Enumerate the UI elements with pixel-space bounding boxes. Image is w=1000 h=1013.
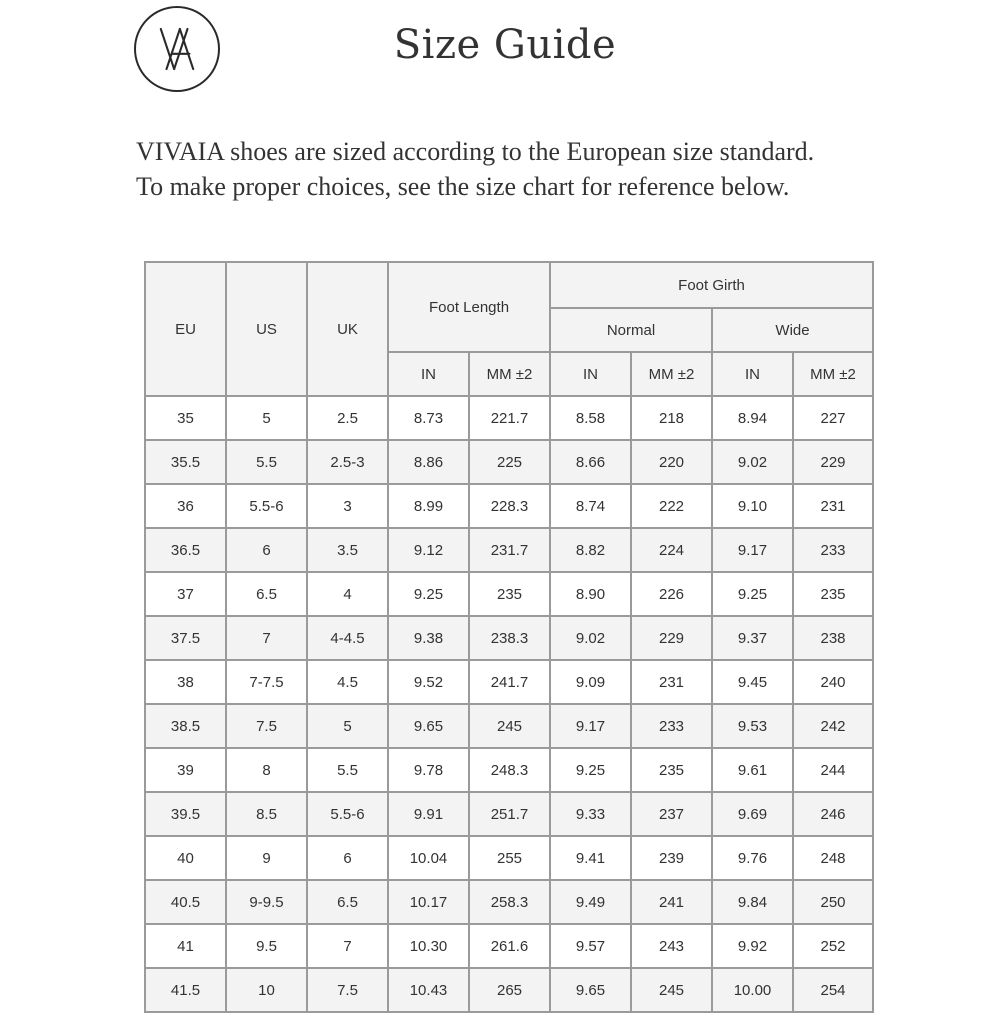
cell-us: 9.5	[226, 924, 307, 968]
table-row	[145, 616, 873, 660]
cell-wide-mm: 252	[793, 924, 873, 968]
cell-us: 5	[226, 396, 307, 440]
cell-length-mm: 225	[469, 440, 550, 484]
cell-length-in: 9.52	[388, 660, 469, 704]
cell-wide-mm: 231	[793, 484, 873, 528]
cell-us: 7	[226, 616, 307, 660]
cell-normal-in: 9.17	[550, 704, 631, 748]
header-us: US	[226, 262, 307, 396]
cell-normal-mm: 222	[631, 484, 712, 528]
cell-normal-mm: 231	[631, 660, 712, 704]
header-normal: Normal	[550, 308, 712, 352]
cell-wide-mm: 244	[793, 748, 873, 792]
cell-eu: 40.5	[145, 880, 226, 924]
cell-uk: 5.5-6	[307, 792, 388, 836]
cell-uk: 5.5	[307, 748, 388, 792]
header-foot-girth: Foot Girth	[550, 262, 873, 308]
table-row	[145, 528, 873, 572]
cell-eu: 36.5	[145, 528, 226, 572]
cell-us: 9-9.5	[226, 880, 307, 924]
cell-eu: 41	[145, 924, 226, 968]
cell-eu: 38.5	[145, 704, 226, 748]
cell-wide-mm: 242	[793, 704, 873, 748]
cell-length-mm: 228.3	[469, 484, 550, 528]
intro-text	[136, 134, 936, 204]
cell-normal-in: 9.25	[550, 748, 631, 792]
cell-uk: 7.5	[307, 968, 388, 1012]
cell-eu: 37	[145, 572, 226, 616]
cell-eu: 38	[145, 660, 226, 704]
cell-wide-in: 9.02	[712, 440, 793, 484]
cell-length-mm: 255	[469, 836, 550, 880]
cell-normal-in: 9.65	[550, 968, 631, 1012]
cell-eu: 41.5	[145, 968, 226, 1012]
cell-normal-mm: 229	[631, 616, 712, 660]
cell-length-in: 8.86	[388, 440, 469, 484]
header-foot-length: Foot Length	[388, 262, 550, 352]
cell-length-in: 10.04	[388, 836, 469, 880]
cell-normal-in: 9.41	[550, 836, 631, 880]
cell-eu: 39	[145, 748, 226, 792]
cell-normal-mm: 245	[631, 968, 712, 1012]
header-uk: UK	[307, 262, 388, 396]
cell-length-in: 9.91	[388, 792, 469, 836]
size-chart-table	[144, 261, 874, 1013]
cell-normal-in: 9.02	[550, 616, 631, 660]
cell-wide-mm: 238	[793, 616, 873, 660]
table-row	[145, 792, 873, 836]
cell-wide-in: 9.69	[712, 792, 793, 836]
cell-us: 6	[226, 528, 307, 572]
cell-wide-in: 9.10	[712, 484, 793, 528]
cell-normal-mm: 239	[631, 836, 712, 880]
header-length-mm: MM ±2	[469, 352, 550, 396]
cell-length-in: 9.12	[388, 528, 469, 572]
cell-uk: 2.5	[307, 396, 388, 440]
cell-uk: 3	[307, 484, 388, 528]
cell-length-in: 10.43	[388, 968, 469, 1012]
cell-wide-in: 9.84	[712, 880, 793, 924]
cell-eu: 39.5	[145, 792, 226, 836]
cell-length-mm: 251.7	[469, 792, 550, 836]
cell-length-mm: 231.7	[469, 528, 550, 572]
cell-length-mm: 245	[469, 704, 550, 748]
size-chart-body	[145, 396, 873, 1012]
cell-uk: 3.5	[307, 528, 388, 572]
cell-normal-mm: 237	[631, 792, 712, 836]
cell-normal-mm: 235	[631, 748, 712, 792]
cell-length-mm: 241.7	[469, 660, 550, 704]
cell-uk: 4	[307, 572, 388, 616]
header-length-in: IN	[388, 352, 469, 396]
page-title: Size Guide	[393, 22, 617, 68]
cell-wide-in: 8.94	[712, 396, 793, 440]
cell-normal-mm: 218	[631, 396, 712, 440]
cell-wide-in: 9.92	[712, 924, 793, 968]
table-row	[145, 836, 873, 880]
cell-normal-in: 8.90	[550, 572, 631, 616]
cell-normal-in: 9.33	[550, 792, 631, 836]
cell-uk: 6.5	[307, 880, 388, 924]
cell-wide-mm: 227	[793, 396, 873, 440]
cell-wide-mm: 246	[793, 792, 873, 836]
cell-eu: 35	[145, 396, 226, 440]
cell-us: 6.5	[226, 572, 307, 616]
header-normal-in: IN	[550, 352, 631, 396]
table-row	[145, 968, 873, 1012]
cell-wide-mm: 250	[793, 880, 873, 924]
cell-length-mm: 265	[469, 968, 550, 1012]
cell-normal-in: 8.82	[550, 528, 631, 572]
header-wide-mm: MM ±2	[793, 352, 873, 396]
header-wide: Wide	[712, 308, 873, 352]
cell-normal-in: 8.74	[550, 484, 631, 528]
cell-uk: 5	[307, 704, 388, 748]
cell-length-in: 9.65	[388, 704, 469, 748]
cell-length-in: 8.99	[388, 484, 469, 528]
cell-uk: 7	[307, 924, 388, 968]
cell-length-in: 10.30	[388, 924, 469, 968]
intro-line-2: To make proper choices, see the size chart for reference below.	[136, 172, 790, 201]
cell-wide-in: 9.37	[712, 616, 793, 660]
header-normal-mm: MM ±2	[631, 352, 712, 396]
cell-length-mm: 248.3	[469, 748, 550, 792]
cell-eu: 35.5	[145, 440, 226, 484]
cell-wide-in: 9.76	[712, 836, 793, 880]
table-row	[145, 440, 873, 484]
table-row	[145, 396, 873, 440]
cell-wide-in: 9.25	[712, 572, 793, 616]
cell-normal-mm: 241	[631, 880, 712, 924]
cell-length-mm: 235	[469, 572, 550, 616]
cell-normal-in: 9.09	[550, 660, 631, 704]
cell-wide-in: 9.61	[712, 748, 793, 792]
cell-length-mm: 258.3	[469, 880, 550, 924]
cell-us: 7.5	[226, 704, 307, 748]
cell-us: 8.5	[226, 792, 307, 836]
header-wide-in: IN	[712, 352, 793, 396]
cell-wide-in: 9.45	[712, 660, 793, 704]
cell-wide-mm: 235	[793, 572, 873, 616]
cell-eu: 40	[145, 836, 226, 880]
cell-length-mm: 221.7	[469, 396, 550, 440]
cell-eu: 37.5	[145, 616, 226, 660]
cell-length-in: 9.25	[388, 572, 469, 616]
cell-wide-in: 9.53	[712, 704, 793, 748]
cell-uk: 2.5-3	[307, 440, 388, 484]
header-eu: EU	[145, 262, 226, 396]
cell-wide-mm: 248	[793, 836, 873, 880]
cell-length-mm: 238.3	[469, 616, 550, 660]
cell-wide-mm: 254	[793, 968, 873, 1012]
cell-normal-in: 9.49	[550, 880, 631, 924]
cell-us: 5.5-6	[226, 484, 307, 528]
cell-us: 7-7.5	[226, 660, 307, 704]
cell-normal-mm: 243	[631, 924, 712, 968]
intro-line-1: VIVAIA shoes are sized according to the European size standard.	[136, 137, 815, 166]
cell-us: 10	[226, 968, 307, 1012]
cell-normal-in: 8.66	[550, 440, 631, 484]
cell-wide-in: 10.00	[712, 968, 793, 1012]
cell-normal-mm: 224	[631, 528, 712, 572]
table-row	[145, 924, 873, 968]
cell-us: 5.5	[226, 440, 307, 484]
cell-wide-mm: 229	[793, 440, 873, 484]
cell-length-in: 9.38	[388, 616, 469, 660]
cell-uk: 6	[307, 836, 388, 880]
cell-length-in: 9.78	[388, 748, 469, 792]
cell-length-in: 8.73	[388, 396, 469, 440]
cell-length-in: 10.17	[388, 880, 469, 924]
cell-wide-mm: 233	[793, 528, 873, 572]
table-row	[145, 660, 873, 704]
cell-wide-mm: 240	[793, 660, 873, 704]
cell-uk: 4.5	[307, 660, 388, 704]
cell-wide-in: 9.17	[712, 528, 793, 572]
cell-uk: 4-4.5	[307, 616, 388, 660]
cell-us: 9	[226, 836, 307, 880]
table-row	[145, 748, 873, 792]
table-row	[145, 704, 873, 748]
cell-normal-mm: 233	[631, 704, 712, 748]
cell-normal-in: 8.58	[550, 396, 631, 440]
cell-eu: 36	[145, 484, 226, 528]
cell-normal-mm: 226	[631, 572, 712, 616]
cell-normal-mm: 220	[631, 440, 712, 484]
cell-normal-in: 9.57	[550, 924, 631, 968]
table-row	[145, 484, 873, 528]
cell-us: 8	[226, 748, 307, 792]
table-row	[145, 880, 873, 924]
cell-length-mm: 261.6	[469, 924, 550, 968]
table-row	[145, 572, 873, 616]
